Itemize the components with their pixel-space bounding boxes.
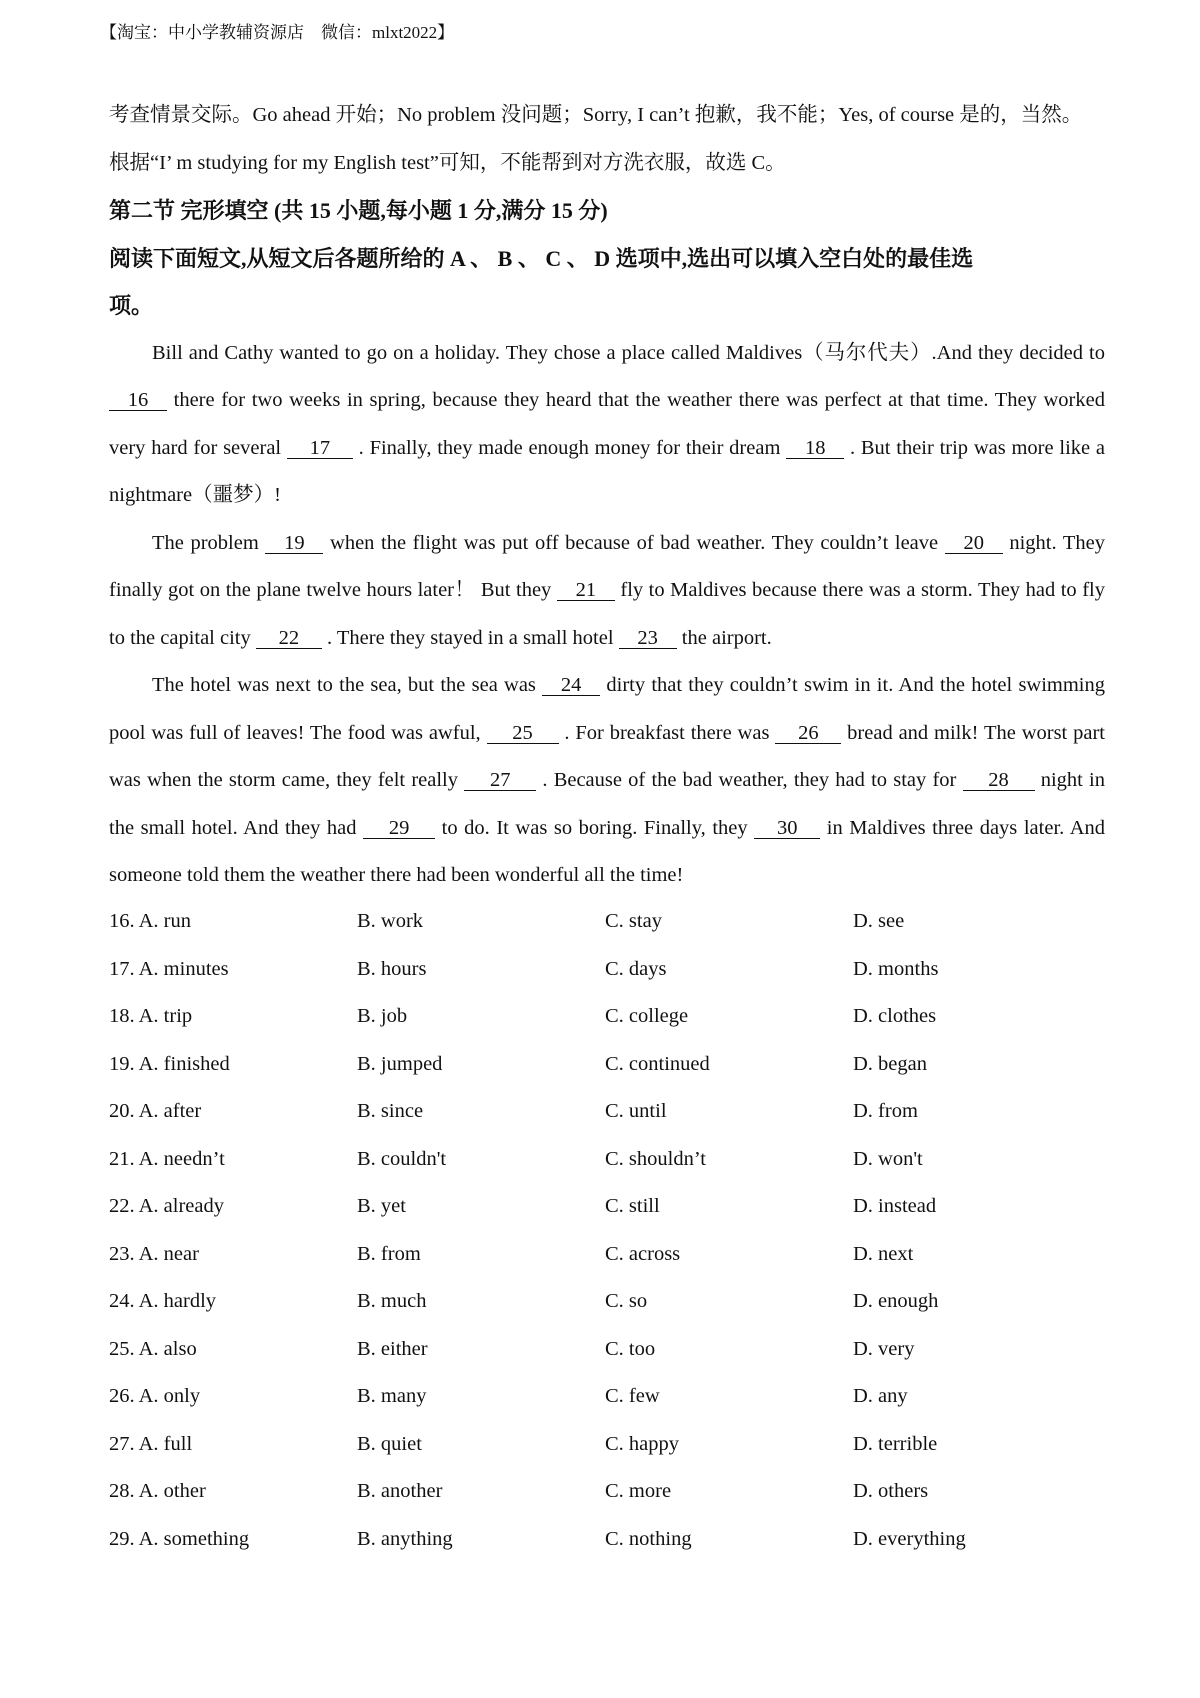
question-row (109, 898, 1105, 946)
blank-19: 19 (265, 533, 323, 554)
question-row (109, 1136, 1105, 1184)
blank-28: 28 (963, 770, 1035, 791)
question-row (109, 946, 1105, 994)
option-c: C. too (605, 1337, 656, 1360)
question-row (109, 1516, 1105, 1564)
option-a: 21. A. needn’t (109, 1147, 225, 1170)
option-a: 17. A. minutes (109, 957, 229, 980)
question-row (109, 1088, 1105, 1136)
option-b: B. quiet (357, 1432, 422, 1455)
option-c: C. continued (605, 1052, 710, 1075)
passage-text: dirty that they couldn’t swim in it. And the hotel swimming pool was full of leaves! The food was awful, (109, 674, 1106, 744)
passage-text: . Because of the bad weather, they had to stay for (536, 769, 963, 791)
passage-text: the airport. (676, 626, 772, 649)
option-a: 25. A. also (109, 1337, 197, 1360)
option-b: B. since (357, 1100, 424, 1122)
option-c: C. still (605, 1195, 660, 1217)
passage-text: in Maldives three days later. And someone told them the weather there had been wonderful all the time! (109, 816, 1106, 886)
option-c: C. more (605, 1480, 672, 1502)
option-c: C. days (605, 957, 667, 980)
question-row (109, 1041, 1105, 1089)
option-d: D. instead (853, 1195, 937, 1217)
passage-text: . There they stayed in a small hotel (321, 626, 619, 649)
passage-text: fly to Maldives because there was a storm. They had to fly to the capital city (109, 579, 1105, 649)
explanation-line-2: 根据“I’ m studying for my English test”可知，不能帮到对方洗衣服，故选 C。 (109, 151, 786, 174)
blank-20: 20 (945, 533, 1003, 554)
option-c: C. nothing (605, 1527, 692, 1550)
option-a: 27. A. full (109, 1432, 193, 1455)
question-row (109, 1468, 1105, 1516)
option-a: 16. A. run (109, 910, 191, 932)
option-c: C. across (605, 1242, 681, 1265)
option-b: B. work (357, 910, 424, 932)
option-d: D. from (853, 1100, 918, 1122)
passage-text: to do. It was so boring. Finally, they (435, 816, 755, 839)
question-options (109, 898, 1105, 1563)
passage-paragraph-3 (109, 662, 1105, 900)
option-d: D. began (853, 1052, 928, 1075)
option-c: C. until (605, 1100, 667, 1122)
option-b: B. from (357, 1242, 421, 1265)
question-row (109, 1231, 1105, 1279)
option-d: D. clothes (853, 1005, 937, 1027)
option-b: B. many (357, 1385, 427, 1407)
option-c: C. shouldn’t (605, 1147, 706, 1170)
passage-text: . For breakfast there was (558, 721, 776, 744)
option-a: 29. A. something (109, 1527, 250, 1550)
option-d: D. enough (853, 1290, 939, 1312)
main-content (109, 92, 1105, 900)
option-d: D. terrible (853, 1432, 938, 1455)
question-row (109, 1373, 1105, 1421)
blank-17: 17 (287, 438, 353, 459)
option-b: B. much (357, 1290, 427, 1312)
option-c: C. college (605, 1005, 689, 1027)
option-c: C. few (605, 1385, 660, 1407)
section-instruction-line-1: 阅读下面短文,从短文后各题所给的 A 、 B 、 C 、 D 选项中,选出可以填入空白处的最佳选 (109, 245, 974, 271)
option-d: D. won't (853, 1147, 923, 1170)
option-b: B. hours (357, 957, 427, 980)
option-b: B. either (357, 1337, 428, 1360)
passage-text: . But their trip was more like a nightmare（噩梦）! (109, 436, 1106, 506)
question-row (109, 1278, 1105, 1326)
passage-text: Bill and Cathy wanted to go on a holiday. They chose a place called Maldives（马尔代夫）.And they decided to (152, 341, 1105, 364)
option-d: D. next (853, 1242, 914, 1265)
option-a: 18. A. trip (109, 1005, 193, 1027)
option-d: D. see (853, 910, 905, 932)
watermark-header: 【淘宝：中小学教辅资源店 微信：mlxt2022】 (100, 23, 455, 42)
question-row (109, 993, 1105, 1041)
blank-25: 25 (487, 723, 559, 744)
passage-text: when the flight was put off because of bad weather. They couldn’t leave (323, 531, 945, 554)
option-b: B. jumped (357, 1052, 443, 1075)
blank-29: 29 (363, 818, 435, 839)
option-b: B. anything (357, 1527, 453, 1550)
blank-21: 21 (557, 580, 615, 601)
option-d: D. very (853, 1337, 915, 1360)
blank-30: 30 (754, 818, 820, 839)
option-a: 22. A. already (109, 1195, 224, 1217)
explanation-line-1: 考查情景交际。Go ahead 开始；No problem 没问题；Sorry, I can’t 抱歉，我不能；Yes, of course 是的，当然。 (109, 104, 1083, 126)
blank-18: 18 (786, 438, 844, 459)
passage-paragraph-2 (109, 520, 1105, 663)
option-b: B. job (357, 1005, 408, 1027)
option-c: C. so (605, 1290, 648, 1312)
option-b: B. another (357, 1480, 443, 1502)
passage-text: night. They finally got on the plane twelve hours later！ But they (109, 531, 1105, 601)
section-instruction-line-2: 项。 (109, 293, 154, 318)
blank-27: 27 (464, 770, 536, 791)
question-row (109, 1183, 1105, 1231)
passage-text: The hotel was next to the sea, but the sea was (152, 674, 543, 696)
option-a: 24. A. hardly (109, 1290, 217, 1312)
question-row (109, 1421, 1105, 1469)
blank-23: 23 (619, 628, 677, 649)
passage-text: The problem (152, 531, 266, 554)
option-b: B. couldn't (357, 1147, 447, 1170)
section-title: 第二节 完形填空 (共 15 小题,每小题 1 分,满分 15 分) (109, 198, 608, 223)
blank-16: 16 (109, 390, 167, 411)
option-d: D. months (853, 957, 939, 980)
option-a: 26. A. only (109, 1385, 201, 1407)
option-a: 23. A. near (109, 1242, 199, 1265)
option-a: 20. A. after (109, 1100, 202, 1122)
passage-paragraph-1 (109, 330, 1105, 520)
blank-26: 26 (775, 723, 841, 744)
option-a: 28. A. other (109, 1480, 206, 1502)
blank-24: 24 (542, 675, 600, 696)
option-c: C. happy (605, 1432, 680, 1455)
question-row (109, 1326, 1105, 1374)
option-d: D. any (853, 1385, 908, 1407)
passage-text: bread and milk! The worst part was when the storm came, they felt really (109, 721, 1105, 791)
option-d: D. others (853, 1480, 929, 1502)
passage-text: . Finally, they made enough money for their dream (352, 436, 787, 459)
option-c: C. stay (605, 910, 662, 932)
passage-text: night in the small hotel. And they had (109, 769, 1105, 839)
option-a: 19. A. finished (109, 1052, 230, 1075)
passage-text: there for two weeks in spring, because they heard that the weather there was perfect at that time. They worked very hard for several (109, 389, 1105, 459)
option-b: B. yet (357, 1195, 406, 1217)
option-d: D. everything (853, 1527, 966, 1550)
blank-22: 22 (256, 628, 322, 649)
